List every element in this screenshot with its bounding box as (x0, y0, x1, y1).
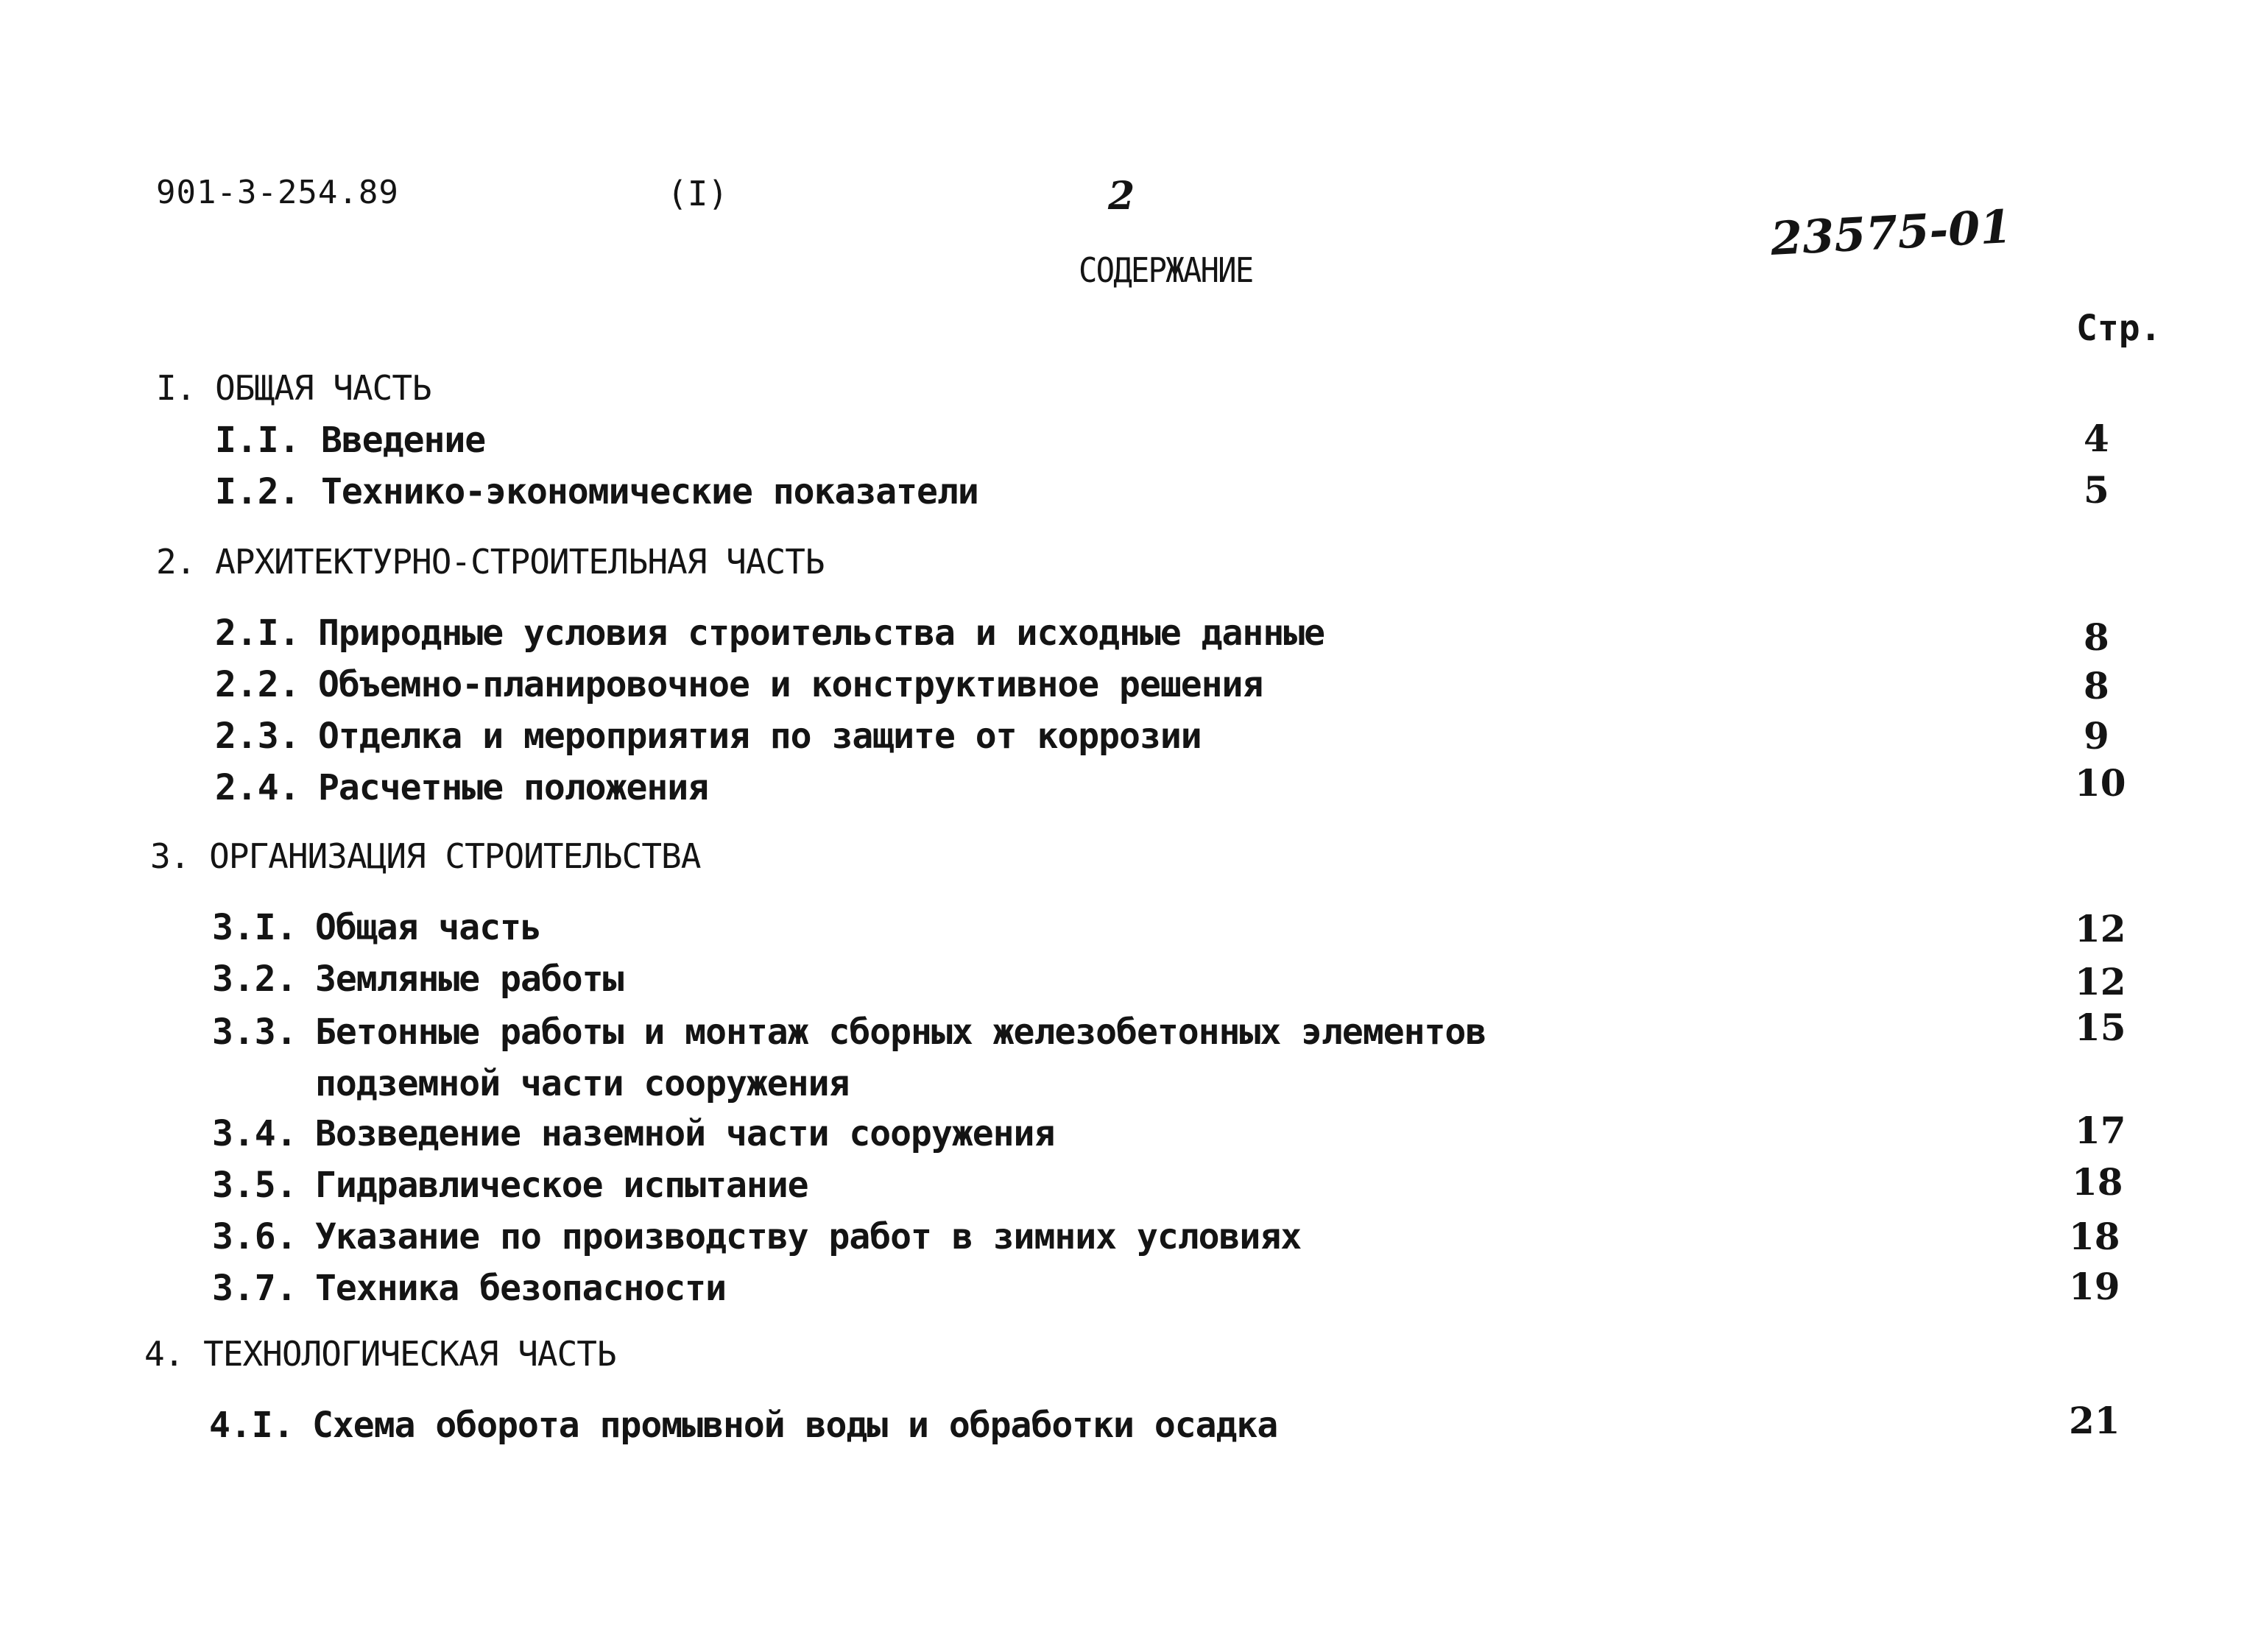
item-title: Гидравлическое испытание (315, 1165, 808, 1206)
item-page: 19 (2069, 1265, 2120, 1308)
item-title: Техника безопасности (315, 1268, 726, 1309)
page-number: 2 (1108, 174, 1135, 219)
item-page: 10 (2075, 761, 2126, 805)
item-page: 18 (2072, 1160, 2123, 1204)
item-page: 9 (2084, 714, 2109, 758)
item-number: 2.3. (215, 716, 300, 757)
item-title: Объемно-планировочное и конструктивное решения (318, 664, 1263, 705)
item-title: Схема оборота промывной воды и обработки осадка (312, 1405, 1278, 1446)
item-title: Отделка и мероприятия по защите от коррозии (318, 716, 1202, 757)
item-page: 15 (2075, 1006, 2126, 1049)
section-heading: 2. АРХИТЕКТУРНО-СТРОИТЕЛЬНАЯ ЧАСТЬ (156, 542, 825, 582)
item-title: Природные условия строительства и исходные данные (318, 613, 1325, 654)
document-part: (I) (667, 174, 729, 213)
item-number: 3.6. (212, 1216, 297, 1257)
item-number: 2.4. (215, 767, 300, 808)
item-number: 2.2. (215, 664, 300, 705)
item-number: 3.5. (212, 1165, 297, 1206)
item-page: 21 (2069, 1399, 2120, 1442)
item-number: 4.I. (209, 1405, 294, 1446)
item-number: 3.4. (212, 1113, 297, 1154)
section-heading: 3. ОРГАНИЗАЦИЯ СТРОИТЕЛЬСТВА (150, 836, 701, 876)
item-title: Возведение наземной части сооружения (315, 1113, 1055, 1154)
item-title: Земляные работы (315, 959, 624, 1000)
item-title: Указание по производству работ в зимних условиях (315, 1216, 1302, 1257)
item-number: 3.3. (212, 1012, 297, 1053)
item-number: 3.I. (212, 907, 297, 948)
item-number: I.I. (215, 420, 300, 461)
section-heading: I. ОБЩАЯ ЧАСТЬ (156, 368, 431, 408)
page-title: СОДЕРЖАНИЕ (1079, 250, 1253, 290)
item-title: Расчетные положения (318, 767, 709, 808)
item-number: I.2. (215, 471, 300, 512)
inventory-number: 23575-01 (1769, 199, 2014, 266)
item-title: Введение (321, 420, 486, 461)
item-number: 2.I. (215, 613, 300, 654)
document-code: 901-3-254.89 (156, 174, 399, 211)
item-page: 8 (2084, 664, 2109, 707)
item-title: Технико-экономические показатели (321, 471, 978, 512)
item-title: Общая часть (315, 907, 541, 948)
page-column-header: Стр. (2076, 308, 2162, 349)
item-title: Бетонные работы и монтаж сборных железобетонных элементов (315, 1012, 1486, 1053)
section-heading: 4. ТЕХНОЛОГИЧЕСКАЯ ЧАСТЬ (144, 1334, 616, 1374)
item-number: 3.2. (212, 959, 297, 1000)
item-title-continuation: подземной части сооружения (315, 1063, 850, 1104)
item-page: 8 (2084, 615, 2109, 659)
item-page: 4 (2084, 417, 2109, 460)
item-page: 12 (2075, 907, 2126, 950)
item-page: 17 (2075, 1109, 2126, 1152)
item-page: 12 (2075, 960, 2126, 1003)
item-page: 18 (2069, 1215, 2120, 1258)
item-page: 5 (2084, 468, 2109, 512)
item-number: 3.7. (212, 1268, 297, 1309)
